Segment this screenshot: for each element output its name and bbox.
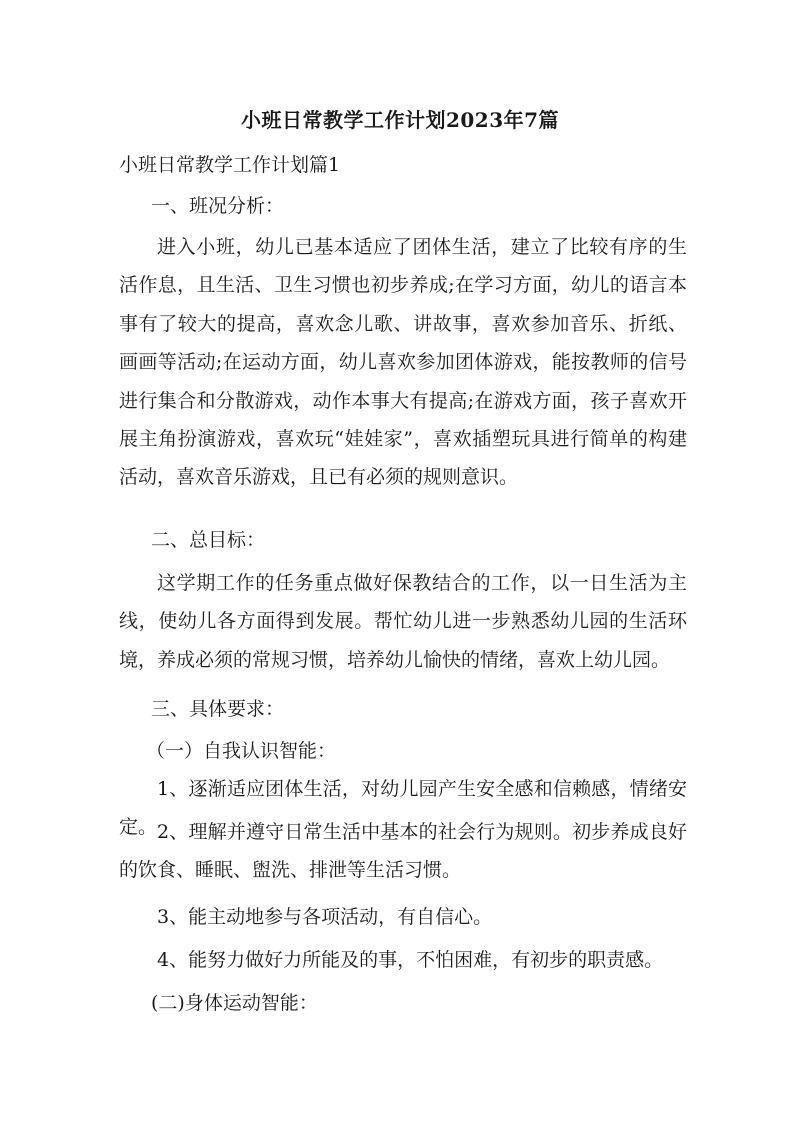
- document-title: 小班日常教学工作计划2023年7篇: [240, 108, 560, 132]
- section-body-goals: 这学期工作的任务重点做好保教结合的工作，以一日生活为主线，使幼儿各方面得到发展。帮忙幼儿进一步熟悉幼儿园的生活环境，养成必须的常规习惯，培养幼儿愉快的情绪，喜欢上幼儿园。: [119, 572, 687, 671]
- list-item: 1、逐渐适应团体生活，对幼儿园产生安全感和信赖感，情绪安定。: [119, 778, 687, 839]
- list-item: 2、理解并遵守日常生活中基本的社会行为规则。初步养成良好的饮食、睡眠、盥洗、排泄等生活习惯。: [119, 821, 687, 882]
- section-heading-goals: 二、总目标：: [151, 529, 266, 551]
- subsection-heading-physical: (二)身体运动智能：: [151, 992, 318, 1014]
- list-item: 3、能主动地参与各项活动，有自信心。: [157, 906, 493, 928]
- subsection-heading-self: （一）自我认识智能：: [146, 740, 337, 762]
- document-subtitle: 小班日常教学工作计划篇1: [119, 154, 341, 176]
- list-item: 4、能努力做好力所能及的事，不怕困难，有初步的职责感。: [157, 949, 664, 971]
- section-heading-requirements: 三、具体要求：: [151, 698, 285, 720]
- section-body-analysis: 进入小班，幼儿已基本适应了团体生活，建立了比较有序的生活作息，且生活、卫生习惯也初步养成;在学习方面，幼儿的语言本事有了较大的提高，喜欢念儿歌、讲故事，喜欢参加音乐、折纸、画画等活动;在运动方面，幼儿喜欢参加团体游戏，能按教师的信号进行集合和分散游戏，动作本事大有提高;在游戏方面，孩子喜欢开展主角扮演游戏，喜欢玩“娃娃家”，喜欢插塑玩具进行简单的构建活动，喜欢音乐游戏，且已有必须的规则意识。: [119, 236, 687, 489]
- section-heading-analysis: 一、班况分析：: [151, 195, 285, 217]
